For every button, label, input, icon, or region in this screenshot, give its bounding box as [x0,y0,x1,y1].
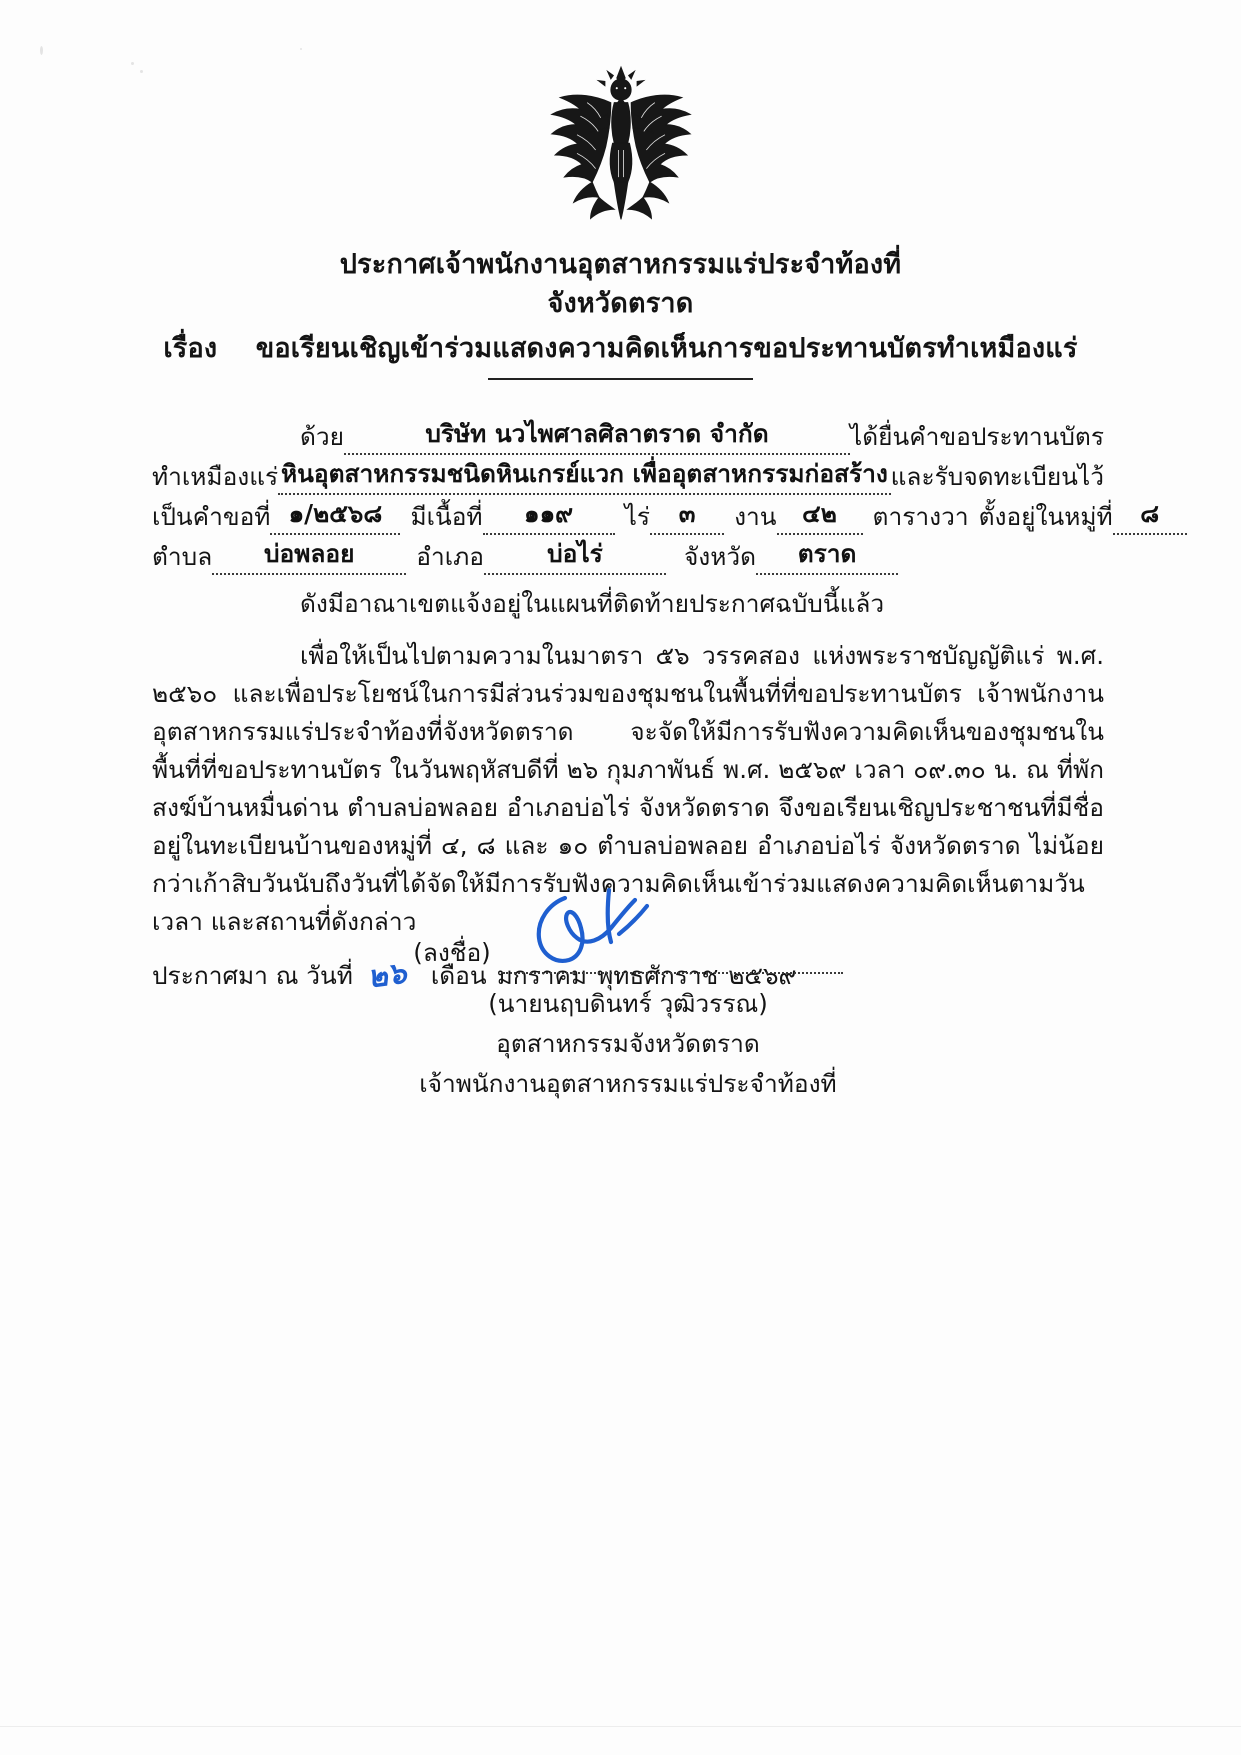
field-changwat[interactable]: ตราด [756,535,898,575]
request-no-label: เป็นคำขอที่ [152,502,271,531]
subject-text: ขอเรียนเชิญเข้าร่วมแสดงความคิดเห็นการขอประทานบัตรทำเหมืองแร่ [255,333,1078,365]
boundary-note-text: ดังมีอาณาเขตแจ้งอยู่ในแผนที่ติดท้ายประกาศฉบับนี้แล้ว [300,589,885,618]
heading-divider-container [0,378,1241,380]
heading-subject [0,329,1241,368]
unit-square-wa: ตารางวา [872,502,969,531]
scan-edge-line [0,1726,1241,1727]
mining-label: ทำเหมืองแร่ [152,462,279,491]
line-company [152,415,1104,455]
field-amphoe[interactable]: บ่อไร่ [484,535,666,575]
line-location [152,535,1104,575]
garuda-emblem [536,62,706,227]
unit-rai: ไร่ [624,502,651,531]
scan-artifact [40,46,43,55]
line-request-area [152,495,1160,535]
changwat-label: จังหวัด [683,542,757,571]
field-area-wa[interactable]: ๔๒ [777,495,863,535]
signature-row [152,930,1104,974]
paragraph-boundary-note [152,585,1104,623]
main-body-text: เพื่อให้เป็นไปตามความในมาตรา ๕๖ วรรคสอง แห่งพระราชบัญญัติแร่ พ.ศ. ๒๕๖๐ และเพื่อประโยชน์ในการมีส่วนร่วมของชุมชนในพื้นที่ที่ขอประทานบัตร เจ้าพนักงานอุตสาหกรรมแร่ประจำท้องที่จังหวัดตราด จะจัดให้มีการรับฟังความคิดเห็นของชุมชนในพื้นที่ที่ขอประทานบัตร ในวันพฤหัสบดีที่ ๒๖ กุมภาพันธ์ พ.ศ. ๒๕๖๙ เวลา ๐๙.๓๐ น. ณ ที่พักสงฆ์บ้านหมื่นด่าน ตำบลบ่อพลอย อำเภอบ่อไร่ จังหวัดตราด จึงขอเรียนเชิญประชาชนที่มีชื่ออยู่ในทะเบียนบ้านของหมู่ที่ ๔, ๘ และ ๑๐ ตำบลบ่อพลอย อำเภอบ่อไร่ จังหวัดตราด ไม่น้อยกว่าเก้าสิบวันนับถึงวันที่ได้จัดให้มีการรับฟังความคิดเห็นเข้าร่วมแสดงความคิดเห็นตามวัน เวลา และสถานที่ดังกล่าว [152,641,1104,936]
field-request-number[interactable]: ๑/๒๕๖๘ [270,495,400,535]
signer-title-province: อุตสาหกรรมจังหวัดตราด [496,1029,760,1058]
subject-label: เรื่อง [163,333,218,365]
document-heading [0,245,1241,380]
handwritten-day-value: ๒๖ [365,955,409,996]
month-value: มกราคม [496,961,588,990]
field-area-ngan[interactable]: ๓ [650,495,724,535]
after-company-text: ได้ยื่นคำขอประทานบัตร [849,422,1104,451]
tambon-label: ตำบล [152,542,213,571]
field-company-name[interactable]: บริษัท นวไพศาลศิลาตราด จำกัด [344,415,850,455]
scan-artifact [300,48,302,50]
emblem-container [0,62,1241,227]
year-value: ๒๕๖๙ [728,961,797,990]
signer-details [152,984,1104,1104]
heading-divider [488,378,753,380]
paragraph-main-body [152,637,1104,941]
field-area-rai[interactable]: ๑๑๙ [483,495,615,535]
month-label: เดือน [430,961,487,990]
amphoe-label: อำเภอ [416,542,484,571]
signature-line[interactable] [503,946,843,974]
signed-label: (ลงชื่อ) [413,938,491,967]
field-tambon[interactable]: บ่อพลอย [212,535,406,575]
document-body [152,415,1160,996]
unit-ngan: งาน [734,502,777,531]
intro-label: ด้วย [300,422,345,451]
field-moo[interactable]: ๘ [1113,495,1187,535]
signature-block [152,930,1104,1104]
signer-name: (นายนฤบดินทร์ วุฒิวรรณ) [488,989,768,1018]
after-mineral-text: และรับจดทะเบียนไว้ [890,462,1104,491]
signer-title-officer: เจ้าพนักงานอุตสาหกรรมแร่ประจำท้องที่ [419,1069,837,1098]
heading-authority: ประกาศเจ้าพนักงานอุตสาหกรรมแร่ประจำท้องที่ [339,249,902,280]
year-label: พุทธศักราช [597,961,719,990]
announce-date-prefix: ประกาศมา ณ วันที่ [152,961,353,990]
area-label: มีเนื้อที่ [410,502,483,531]
heading-province: จังหวัดตราด [547,288,694,320]
moo-label: ตั้งอยู่ในหมู่ที่ [978,502,1113,531]
line-mineral [152,455,1104,495]
field-mineral-type[interactable]: หินอุตสาหกรรมชนิดหินเกรย์แวก เพื่ออุตสาหกรรมก่อสร้าง [278,455,890,495]
